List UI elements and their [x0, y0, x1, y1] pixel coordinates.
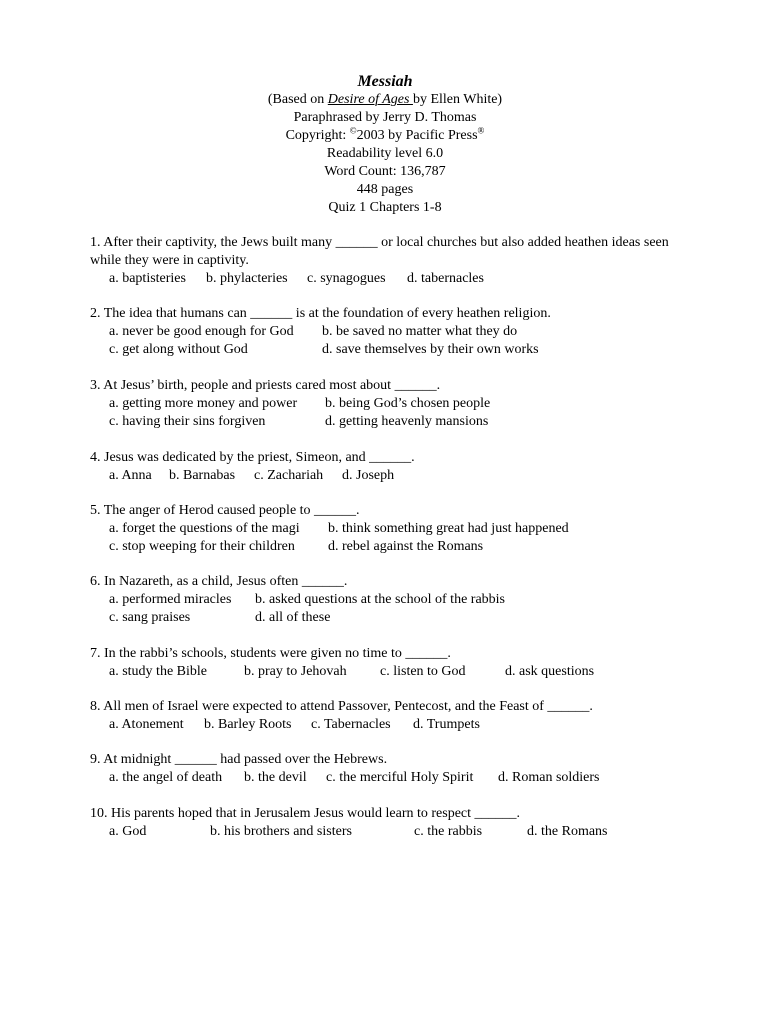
pages-line: 448 pages — [356, 182, 414, 197]
option-d: d. Joseph — [342, 468, 395, 483]
option-row — [90, 395, 690, 413]
question-text: 10. His parents hoped that in Jerusalem Jesus would learn to respect ______. — [90, 806, 521, 821]
option-row — [90, 591, 690, 609]
option-row — [90, 823, 690, 841]
option-c: c. synagogues — [307, 271, 386, 286]
option-row — [90, 413, 690, 431]
question-text: 9. At midnight ______ had passed over the Hebrews. — [90, 752, 388, 767]
option-c: c. listen to God — [380, 664, 466, 679]
option-b: b. be saved no matter what they do — [322, 324, 518, 339]
option-d: d. rebel against the Romans — [328, 539, 484, 554]
question-7 — [90, 645, 690, 681]
option-row — [90, 341, 690, 359]
option-row — [90, 716, 690, 734]
question-text: 1. After their captivity, the Jews built many ______ or local churches but also added heathen ideas seen while they were in captivity. — [90, 235, 669, 268]
question-text: 8. All men of Israel were expected to attend Passover, Pentecost, and the Feast of ______. — [90, 699, 593, 714]
option-b: b. phylacteries — [206, 271, 288, 286]
document-title: Messiah — [357, 73, 413, 90]
quiz-line: Quiz 1 Chapters 1-8 — [328, 200, 442, 215]
option-c: c. the merciful Holy Spirit — [326, 770, 474, 785]
option-row — [90, 769, 690, 787]
option-a: a. baptisteries — [109, 271, 186, 286]
question-5 — [90, 502, 690, 556]
option-d: d. save themselves by their own works — [322, 342, 539, 357]
document-header — [0, 72, 770, 217]
option-a: a. Atonement — [109, 717, 184, 732]
paraphrase-line: Paraphrased by Jerry D. Thomas — [293, 110, 477, 125]
option-a: a. getting more money and power — [109, 396, 298, 411]
option-d: d. tabernacles — [407, 271, 484, 286]
option-d: d. ask questions — [505, 664, 595, 679]
copyright-prefix: Copyright: — [285, 128, 350, 143]
option-row — [90, 323, 690, 341]
copyright-symbol: © — [349, 125, 357, 136]
option-c: c. Tabernacles — [311, 717, 391, 732]
option-c: c. Zachariah — [254, 468, 324, 483]
option-b: b. pray to Jehovah — [244, 664, 347, 679]
option-b: b. think something great had just happened — [328, 521, 569, 536]
option-b: b. being God’s chosen people — [325, 396, 491, 411]
option-row — [90, 609, 690, 627]
option-d: d. Roman soldiers — [498, 770, 600, 785]
question-8 — [90, 698, 690, 734]
option-c: c. sang praises — [109, 610, 191, 625]
option-a: a. Anna — [109, 468, 152, 483]
option-row — [90, 270, 690, 288]
option-row — [90, 467, 690, 485]
question-4 — [90, 449, 690, 485]
question-3 — [90, 377, 690, 431]
option-c: c. stop weeping for their children — [109, 539, 295, 554]
option-a: a. God — [109, 824, 147, 839]
question-6 — [90, 573, 690, 627]
question-text: 3. At Jesus’ birth, people and priests cared most about ______. — [90, 378, 441, 393]
option-b: b. Barley Roots — [204, 717, 292, 732]
copyright-body: 2003 by Pacific Press — [356, 128, 478, 143]
word-count-line: Word Count: 136,787 — [324, 164, 446, 179]
option-a: a. performed miracles — [109, 592, 232, 607]
option-c: c. the rabbis — [414, 824, 483, 839]
source-line — [0, 91, 770, 109]
option-a: a. never be good enough for God — [109, 324, 294, 339]
question-text: 6. In Nazareth, as a child, Jesus often ______. — [90, 574, 348, 589]
option-d: d. Trumpets — [413, 717, 480, 732]
option-b: b. the devil — [244, 770, 307, 785]
question-text: 7. In the rabbi’s schools, students were given no time to ______. — [90, 646, 451, 661]
option-row — [90, 520, 690, 538]
source-book-title: Desire of Ages — [327, 92, 413, 107]
readability-line: Readability level 6.0 — [326, 146, 444, 161]
question-text: 2. The idea that humans can ______ is at the foundation of every heathen religion. — [90, 306, 551, 321]
option-b: b. asked questions at the school of the rabbis — [255, 592, 506, 607]
option-row — [90, 538, 690, 556]
option-d: d. getting heavenly mansions — [325, 414, 489, 429]
option-b: b. Barnabas — [169, 468, 236, 483]
copyright-line — [0, 127, 770, 145]
option-d: d. the Romans — [527, 824, 608, 839]
question-9 — [90, 751, 690, 787]
question-text: 4. Jesus was dedicated by the priest, Simeon, and ______. — [90, 450, 415, 465]
source-prefix: (Based on — [267, 92, 328, 107]
option-a: a. forget the questions of the magi — [109, 521, 300, 536]
option-a: a. the angel of death — [109, 770, 223, 785]
option-row — [90, 663, 690, 681]
option-c: c. having their sins forgiven — [109, 414, 266, 429]
question-2 — [90, 305, 690, 359]
option-a: a. study the Bible — [109, 664, 207, 679]
option-d: d. all of these — [255, 610, 331, 625]
registered-symbol: ® — [477, 125, 485, 136]
option-b: b. his brothers and sisters — [210, 824, 352, 839]
question-10 — [90, 805, 690, 841]
question-1 — [90, 234, 690, 288]
source-suffix: by Ellen White) — [412, 92, 503, 107]
question-text: 5. The anger of Herod caused people to ______. — [90, 503, 360, 518]
option-c: c. get along without God — [109, 342, 248, 357]
